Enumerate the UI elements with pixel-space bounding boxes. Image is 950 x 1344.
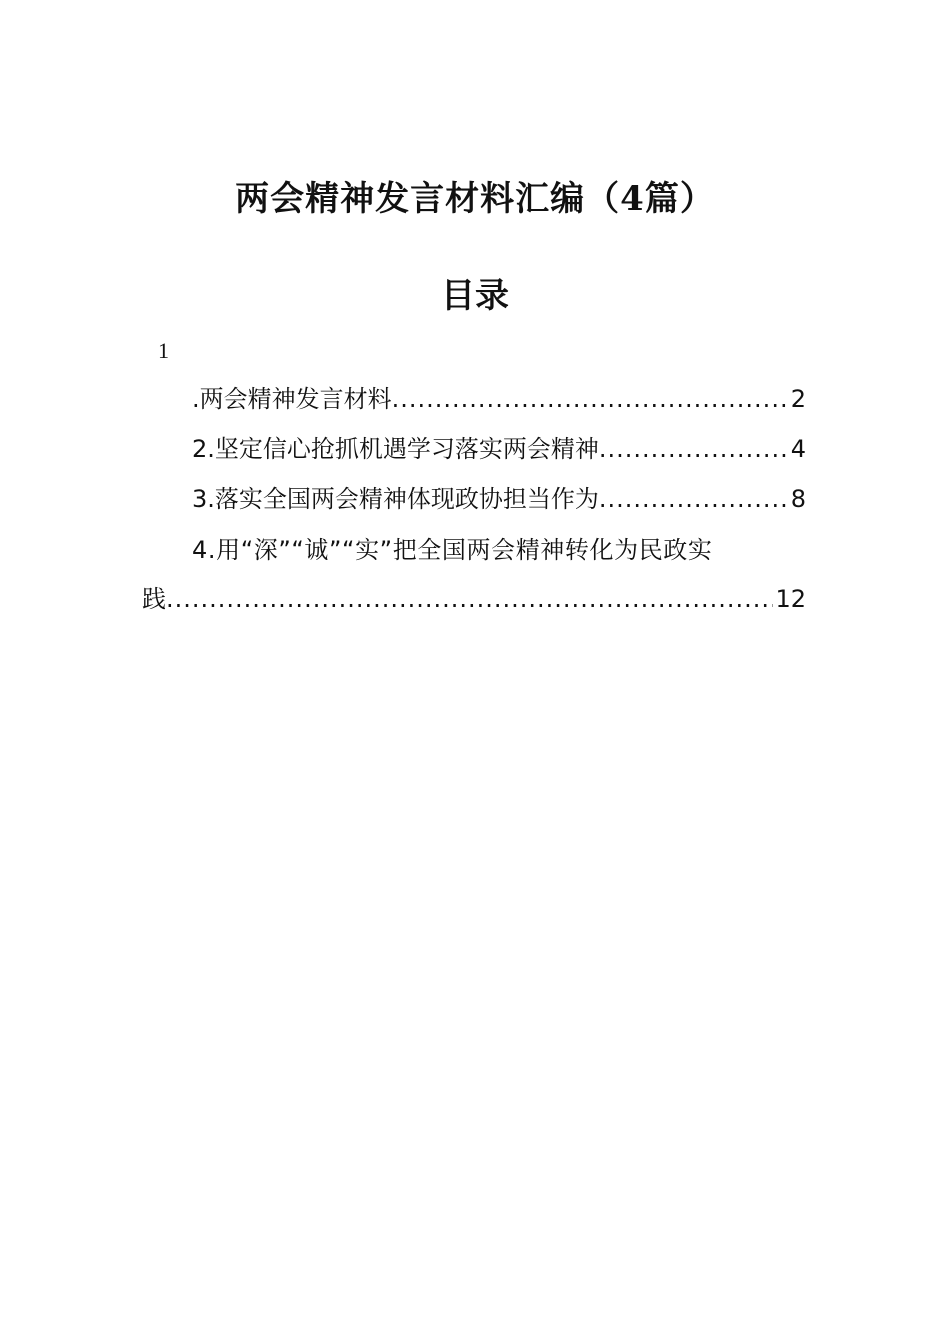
toc-entry-3[interactable] (192, 482, 806, 516)
toc-entry-title: 3.落实全国两会精神体现政协担当作为 (192, 485, 599, 513)
toc-entry-2[interactable] (192, 432, 806, 466)
toc-entry-title: .两会精神发言材料 (192, 385, 392, 413)
toc-dot-leader (599, 482, 789, 516)
toc-entry-title: 践 (142, 585, 166, 613)
toc-dot-leader (392, 382, 789, 416)
document-title: 两会精神发言材料汇编（4篇） (235, 179, 715, 219)
toc-entry-4-line-1[interactable]: 4.用“深”“诚”“实”把全国两会精神转化为民政实 (192, 536, 713, 564)
toc-dot-leader (166, 582, 773, 616)
toc-entry-4-line-2[interactable] (142, 582, 806, 616)
toc-page-number: 8 (790, 485, 806, 513)
toc-heading: 目录 (441, 276, 509, 316)
toc-entry-1[interactable] (192, 382, 806, 416)
toc-page-number: 4 (790, 435, 806, 463)
list-number: 1 (158, 338, 169, 363)
toc-page-number: 2 (790, 385, 806, 413)
toc-dot-leader (599, 432, 789, 466)
toc-entry-title: 2.坚定信心抢抓机遇学习落实两会精神 (192, 435, 599, 463)
toc-page-number: 12 (775, 585, 806, 613)
